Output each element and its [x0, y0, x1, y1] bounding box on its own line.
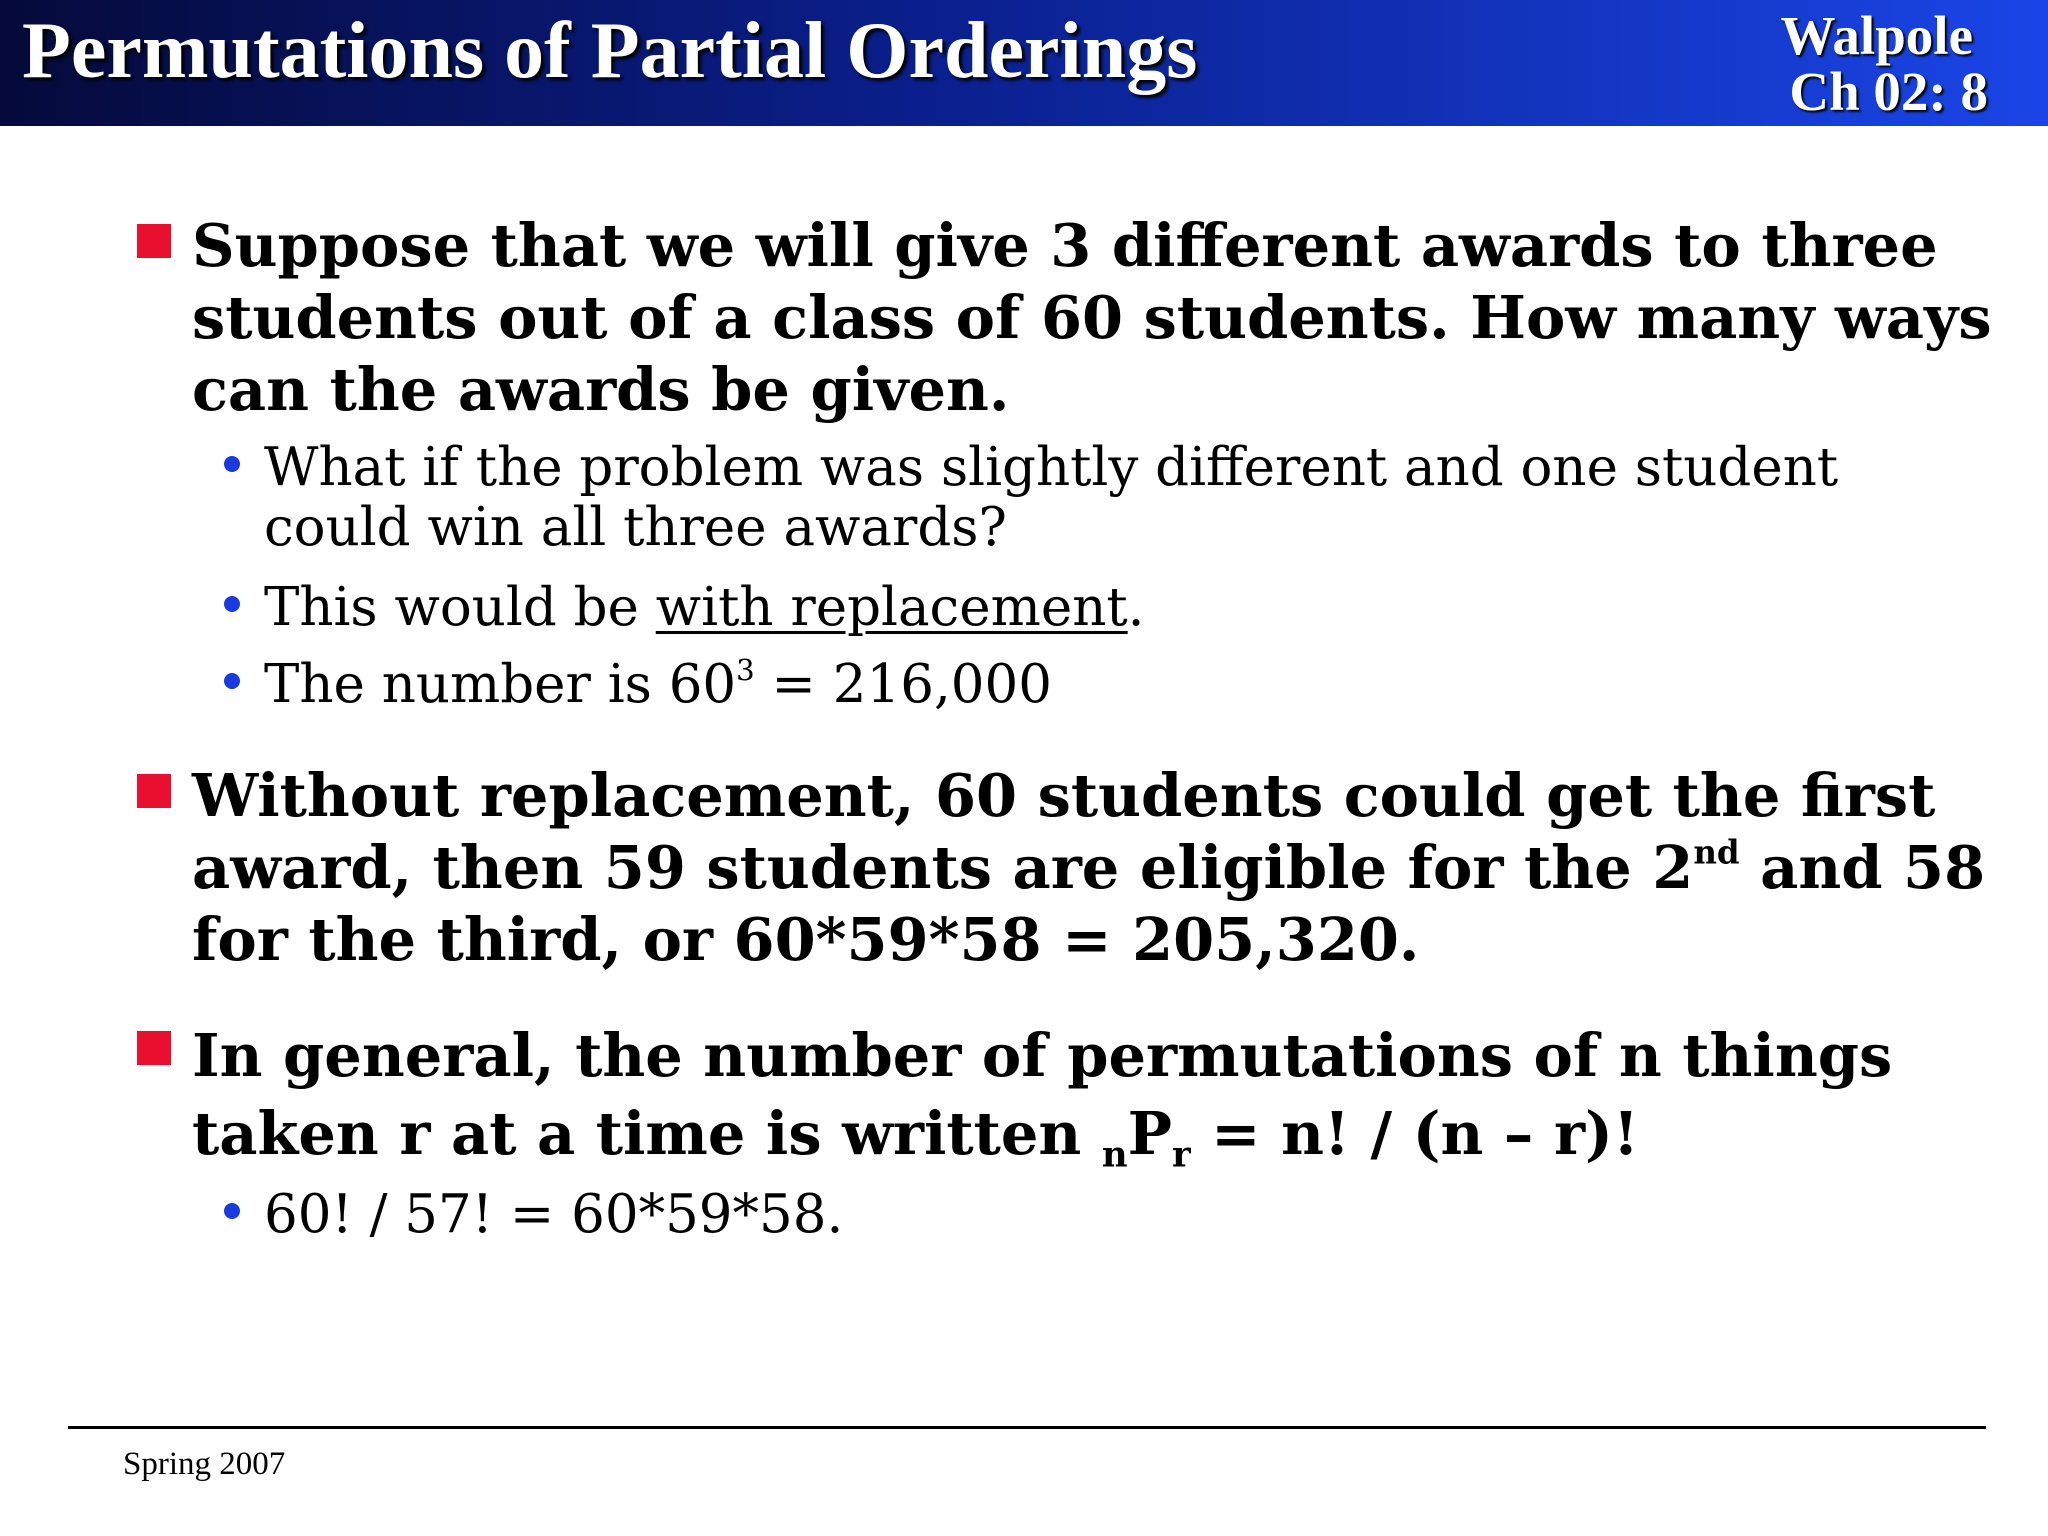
subscript-r: r	[1171, 1134, 1191, 1176]
subscript-n: n	[1101, 1134, 1128, 1176]
bullet-dot-icon	[224, 1203, 240, 1219]
bullet-dot-icon	[224, 456, 240, 472]
bullet-3-line-2-text: taken r at a time is written	[192, 1099, 1102, 1168]
footer-divider	[68, 1426, 1986, 1429]
permutation-formula: = n! / (n – r)!	[1190, 1099, 1639, 1168]
sub-bullet-1-3	[264, 653, 1052, 717]
sub-bullet-1-3-text: The number is 60	[264, 654, 737, 715]
bullet-2-line-3: for the third, or 60*59*58 = 205,320.	[192, 905, 1420, 974]
bullet-dot-icon	[224, 596, 240, 612]
chapter-slide-label: Ch 02: 8	[1789, 61, 1988, 122]
sub-bullet-1-2-period: .	[1127, 577, 1145, 638]
bullet-1-line-2: students out of a class of 60 students. How many ways	[192, 283, 1992, 352]
bullet-2-line-2-end: and 58	[1739, 833, 1986, 902]
footer-date: Spring 2007	[123, 1446, 286, 1482]
bullet-2	[192, 760, 1985, 976]
bullet-square-icon	[137, 774, 171, 808]
bullet-2-line-2-text: award, then 59 students are eligible for the 2	[192, 833, 1694, 902]
permutation-symbol: P	[1127, 1099, 1172, 1168]
bullet-3-line-1: In general, the number of permutations of n things	[192, 1021, 1893, 1090]
slide-title: Permutations of Partial Orderings	[22, 7, 1198, 95]
with-replacement-phrase: with replacement	[655, 577, 1128, 638]
sub-bullet-1-1-line-2: could win all three awards?	[264, 497, 1007, 558]
bullet-3-line-2	[192, 1095, 1892, 1176]
bullet-3	[192, 1017, 1893, 1176]
exponent: 3	[736, 653, 755, 688]
bullet-1-line-1: Suppose that we will give 3 different awards to three	[192, 211, 1938, 280]
title-bar	[0, 0, 2048, 126]
course-label: Walpole	[1780, 5, 1973, 66]
bullet-1-line-3: can the awards be given.	[192, 355, 1010, 424]
sub-bullet-3-1: 60! / 57! = 60*59*58.	[264, 1184, 844, 1245]
bullet-square-icon	[137, 224, 171, 258]
bullet-2-line-2	[192, 832, 1985, 904]
sub-bullet-1-1	[264, 436, 1838, 560]
bullet-1	[192, 210, 1992, 426]
bullet-dot-icon	[224, 673, 240, 689]
bullet-2-line-1: Without replacement, 60 students could get the first	[192, 761, 1936, 830]
sub-bullet-1-3-result: = 216,000	[754, 654, 1052, 715]
sub-bullet-1-1-line-1: What if the problem was slightly different and one student	[264, 437, 1839, 498]
sub-bullet-1-2	[264, 576, 1145, 640]
ordinal-suffix: nd	[1693, 833, 1740, 872]
sub-bullet-1-2-text: This would be	[264, 577, 656, 638]
bullet-square-icon	[137, 1031, 171, 1065]
